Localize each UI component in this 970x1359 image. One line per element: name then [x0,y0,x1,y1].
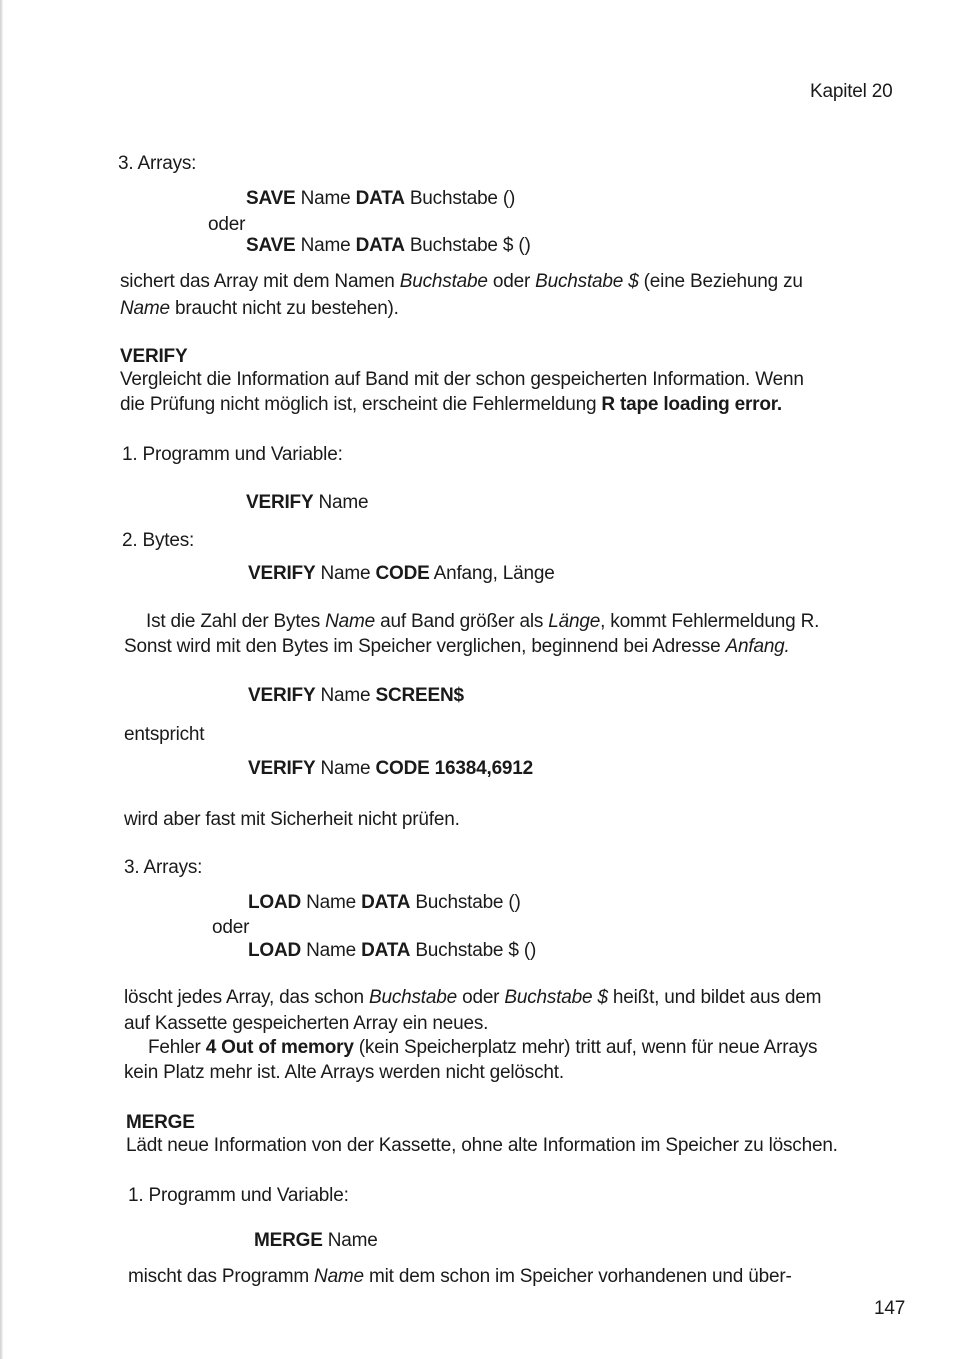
keyword: LOAD [248,892,302,913]
chapter-header: Kapitel 20 [810,81,893,102]
merge-item-program: 1. Programm und Variable: [128,1185,349,1206]
merge-heading: MERGE [126,1112,195,1133]
arrays-desc-4: kein Platz mehr ist. Alte Arrays werden nicht gelöscht. [124,1062,564,1083]
keyword: VERIFY [246,492,314,513]
verify-heading: VERIFY [120,346,188,367]
keyword: DATA [361,940,411,961]
merge-desc: Lädt neue Information von der Kassette, ohne alte Information im Speicher zu löschen. [126,1135,838,1156]
keyword: DATA [361,892,411,913]
oder-text: oder [208,214,246,235]
save-arrays-desc-2: Name braucht nicht zu bestehen). [120,298,399,319]
keyword: SAVE [246,188,296,209]
keyword: CODE 16384,6912 [375,758,534,779]
arrays-desc-3: Fehler 4 Out of memory (kein Speicherplatz mehr) tritt auf, wenn für neue Arrays [148,1037,818,1058]
keyword: DATA [355,188,405,209]
arrays-desc-1: löscht jedes Array, das schon Buchstabe oder Buchstabe $ heißt, und bildet aus dem [124,987,822,1008]
merge-desc-2: mischt das Programm Name mit dem schon im Speicher vorhandenen und über- [128,1266,792,1287]
verify-item-arrays: 3. Arrays: [124,857,203,878]
page-number: 147 [874,1298,906,1319]
save-arrays-desc-1: sichert das Array mit dem Namen Buchstabe oder Buchstabe $ (eine Beziehung zu [120,271,803,292]
verify-desc-1: Vergleicht die Information auf Band mit der schon gespeicherten Information. Wenn [120,369,804,390]
verify-code-command: VERIFY Name CODE Anfang, Länge [248,563,555,584]
verify-item-bytes: 2. Bytes: [122,530,195,551]
verify-code-screen-command: VERIFY Name CODE 16384,6912 [248,758,534,779]
verify-name-command: VERIFY Name [246,492,369,513]
entspricht-text: entspricht [124,724,205,745]
keyword: CODE [375,563,430,584]
keyword: VERIFY [248,758,316,779]
binding-edge [0,0,3,1359]
load-data-command: LOAD Name DATA Buchstabe () [248,892,521,913]
keyword: SCREEN$ [375,685,464,706]
save-data-string-command: SAVE Name DATA Buchstabe $ () [246,235,531,256]
save-data-command: SAVE Name DATA Buchstabe () [246,188,516,209]
keyword: LOAD [248,940,302,961]
oder-text: oder [212,917,250,938]
verify-note: wird aber fast mit Sicherheit nicht prüfen. [124,809,460,830]
keyword: DATA [355,235,405,256]
keyword: SAVE [246,235,296,256]
verify-screen-command: VERIFY Name SCREEN$ [248,685,464,706]
arrays-desc-2: auf Kassette gespeicherten Array ein neues. [124,1013,489,1034]
keyword: MERGE [254,1230,323,1251]
keyword: VERIFY [248,563,316,584]
keyword: VERIFY [248,685,316,706]
verify-desc-2: die Prüfung nicht möglich ist, erscheint die Fehlermeldung R tape loading error. [120,394,782,415]
save-arrays-label: 3. Arrays: [118,153,197,174]
verify-bytes-desc-2: Sonst wird mit den Bytes im Speicher verglichen, beginnend bei Adresse Anfang. [124,636,790,657]
verify-item-program: 1. Programm und Variable: [122,444,343,465]
load-data-string-command: LOAD Name DATA Buchstabe $ () [248,940,537,961]
verify-bytes-desc-1: Ist die Zahl der Bytes Name auf Band größer als Länge, kommt Fehlermeldung R. [146,611,820,632]
merge-name-command: MERGE Name [254,1230,378,1251]
